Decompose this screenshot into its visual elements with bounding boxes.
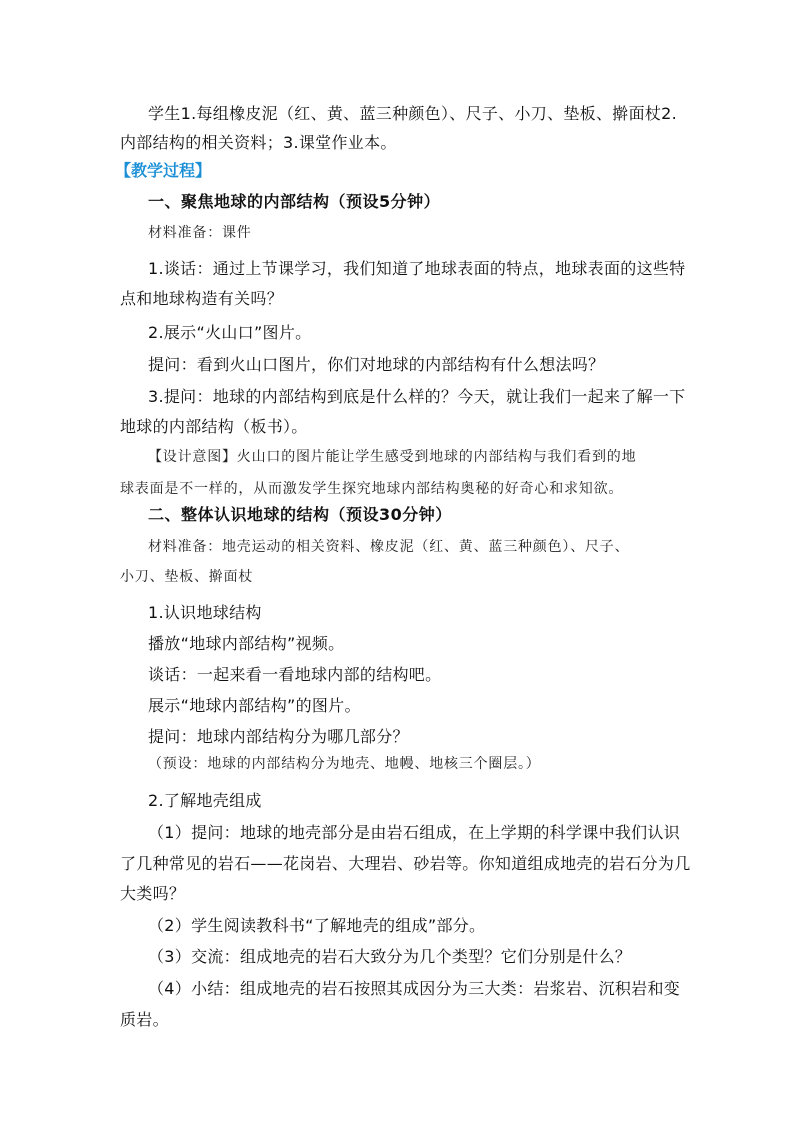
part1-step3-line-b: 地球的内部结构（板书）。 — [120, 417, 308, 436]
part1-step1-line-b: 点和地球构造有关吗？ — [120, 289, 284, 308]
part2-heading: 二、整体认识地球的结构（预设30分钟） — [148, 505, 452, 524]
part2-materials-prep-a: 材料准备：地壳运动的相关资料、橡皮泥（红、黄、蓝三种颜色）、尺子、 — [148, 539, 630, 555]
part2-step1: 1.认识地球结构 — [148, 603, 262, 622]
part2-materials-prep-b: 小刀、垫板、擀面杖 — [120, 569, 254, 585]
part1-question: 提问：看到火山口图片，你们对地球的内部结构有什么想法吗？ — [148, 355, 605, 374]
part2-preset-answer: （预设：地球的内部结构分为地壳、地幔、地核三个圈层。） — [148, 756, 541, 772]
part2-talk: 谈话：一起来看一看地球内部的结构吧。 — [148, 665, 442, 684]
part1-step2: 2.展示“火山口”图片。 — [148, 323, 312, 342]
part2-video: 播放“地球内部结构”视频。 — [148, 634, 345, 653]
design-intent-line-b: 球表面是不一样的，从而激发学生探究地球内部结构奥秘的好奇心和求知欲。 — [120, 481, 624, 497]
part1-heading: 一、聚焦地球的内部结构（预设5分钟） — [148, 192, 441, 211]
part2-q3: （3）交流：组成地壳的岩石大致分为几个类型？它们分别是什么？ — [148, 947, 632, 966]
part2-q1-line-b: 了几种常见的岩石——花岗岩、大理岩、砂岩等。你知道组成地壳的岩石分为几 — [120, 854, 691, 873]
part2-q4-line-b: 质岩。 — [120, 1010, 169, 1029]
design-intent-line-a: 【设计意图】火山口的图片能让学生感受到地球的内部结构与我们看到的地 — [148, 449, 637, 465]
part2-show: 展示“地球内部结构”的图片。 — [148, 696, 361, 715]
part2-q4-line-a: （4）小结：组成地壳的岩石按照其成因分为三大类：岩浆岩、沉积岩和变 — [148, 979, 681, 998]
part2-q1-line-a: （1）提问：地球的地壳部分是由岩石组成，在上学期的科学课中我们认识 — [148, 823, 681, 842]
materials-line-2: 内部结构的相关资料；3.课堂作业本。 — [120, 133, 397, 152]
part1-step3-line-a: 3.提问：地球的内部结构到底是什么样的？今天，就让我们一起来了解一下 — [148, 387, 686, 406]
part2-question: 提问：地球内部结构分为哪几部分？ — [148, 727, 409, 746]
part2-q1-line-c: 大类吗？ — [120, 884, 186, 903]
part2-step2: 2.了解地壳组成 — [148, 791, 262, 810]
part1-materials-prep: 材料准备：课件 — [148, 225, 252, 241]
part1-step1-line-a: 1.谈话：通过上节课学习，我们知道了地球表面的特点，地球表面的这些特 — [148, 259, 686, 278]
section-teaching-process: 【教学过程】 — [115, 161, 212, 180]
materials-line-1: 学生1.每组橡皮泥（红、黄、蓝三种颜色）、尺子、小刀、垫板、擀面杖2. — [148, 104, 678, 123]
part2-q2: （2）学生阅读教科书“了解地壳的组成”部分。 — [148, 916, 486, 935]
